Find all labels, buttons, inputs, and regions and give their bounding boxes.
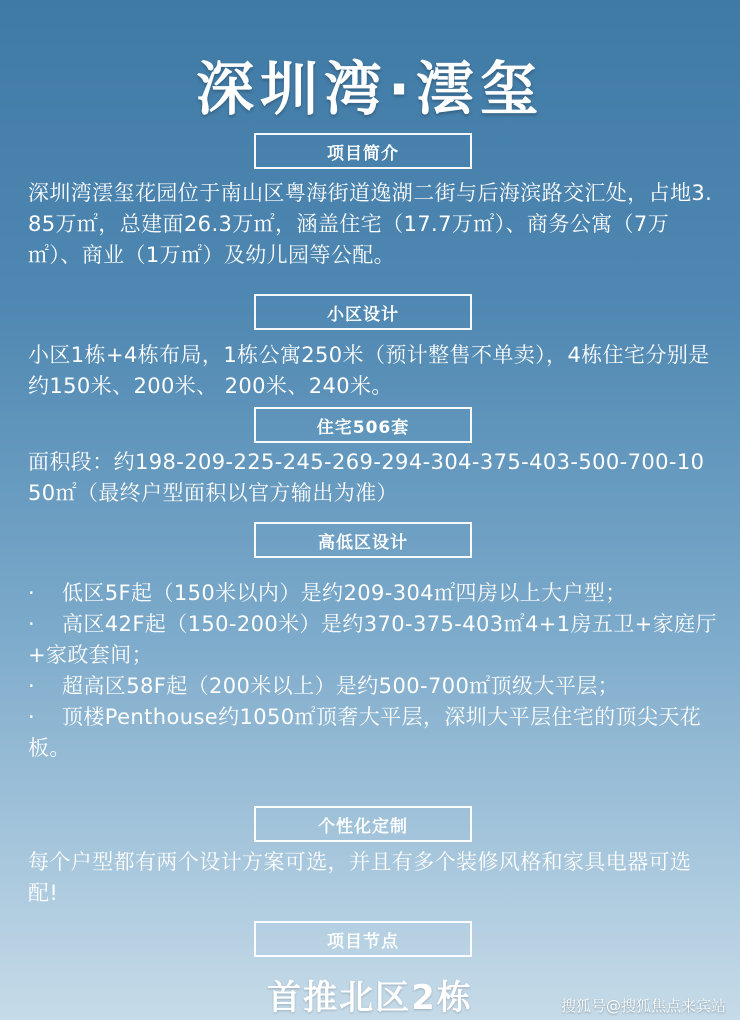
section-heading-milestones: 项目节点 [254,921,472,957]
section-heading-intro: 项目简介 [254,133,472,169]
bullet-item [28,702,718,764]
section-heading-residences: 住宅506套 [254,407,472,443]
bullet-item [28,609,718,671]
bullet-item [28,671,718,702]
bullet-text: 超高区58F起（200米以上）是约500-700㎡顶级大平层； [62,674,620,698]
bottom-title: 首推北区2栋 [267,978,473,1018]
page-title: 深圳湾·澐玺 [195,55,545,123]
bullet-dot-icon: · [28,612,36,636]
bullet-dot-icon: · [28,581,36,605]
source-watermark: 搜狐号@搜狐焦点来宾站 [560,997,726,1015]
design-text: 小区1栋+4栋布局，1栋公寓250米（预计整售不单卖），4栋住宅分别是约150米、200米、 200米、240米。 [28,343,710,398]
bullet-text: 高区42F起（150-200米）是约370-375-403㎡4+1房五卫+家庭厅+家政套间； [28,612,717,667]
bullet-text: 顶楼Penthouse约1050㎡顶奢大平层，深圳大平层住宅的顶尖天花板。 [28,705,702,760]
bullet-item [28,578,718,609]
bullet-dot-icon: · [28,705,36,729]
residences-text: 面积段：约198-209-225-245-269-294-304-375-403-500-700-1050㎡（最终户型面积以官方输出为准） [28,450,705,505]
bullet-dot-icon: · [28,674,36,698]
section-heading-zones: 高低区设计 [254,522,472,558]
bullet-text: 低区5F起（150米以内）是约209-304㎡四房以上大户型； [62,581,627,605]
zone-bullet-list [28,578,718,764]
intro-text: 深圳湾澐玺花园位于南山区粤海街道逸湖二街与后海滨路交汇处，占地3.85万㎡，总建面26.3万㎡，涵盖住宅（17.7万㎡）、商务公寓（7万㎡）、商业（1万㎡）及幼儿园等公配。 [28,181,713,267]
custom-text: 每个户型都有两个设计方案可选，并且有多个装修风格和家具电器可选配! [28,850,692,905]
section-heading-custom: 个性化定制 [254,806,472,842]
section-heading-design: 小区设计 [254,294,472,330]
